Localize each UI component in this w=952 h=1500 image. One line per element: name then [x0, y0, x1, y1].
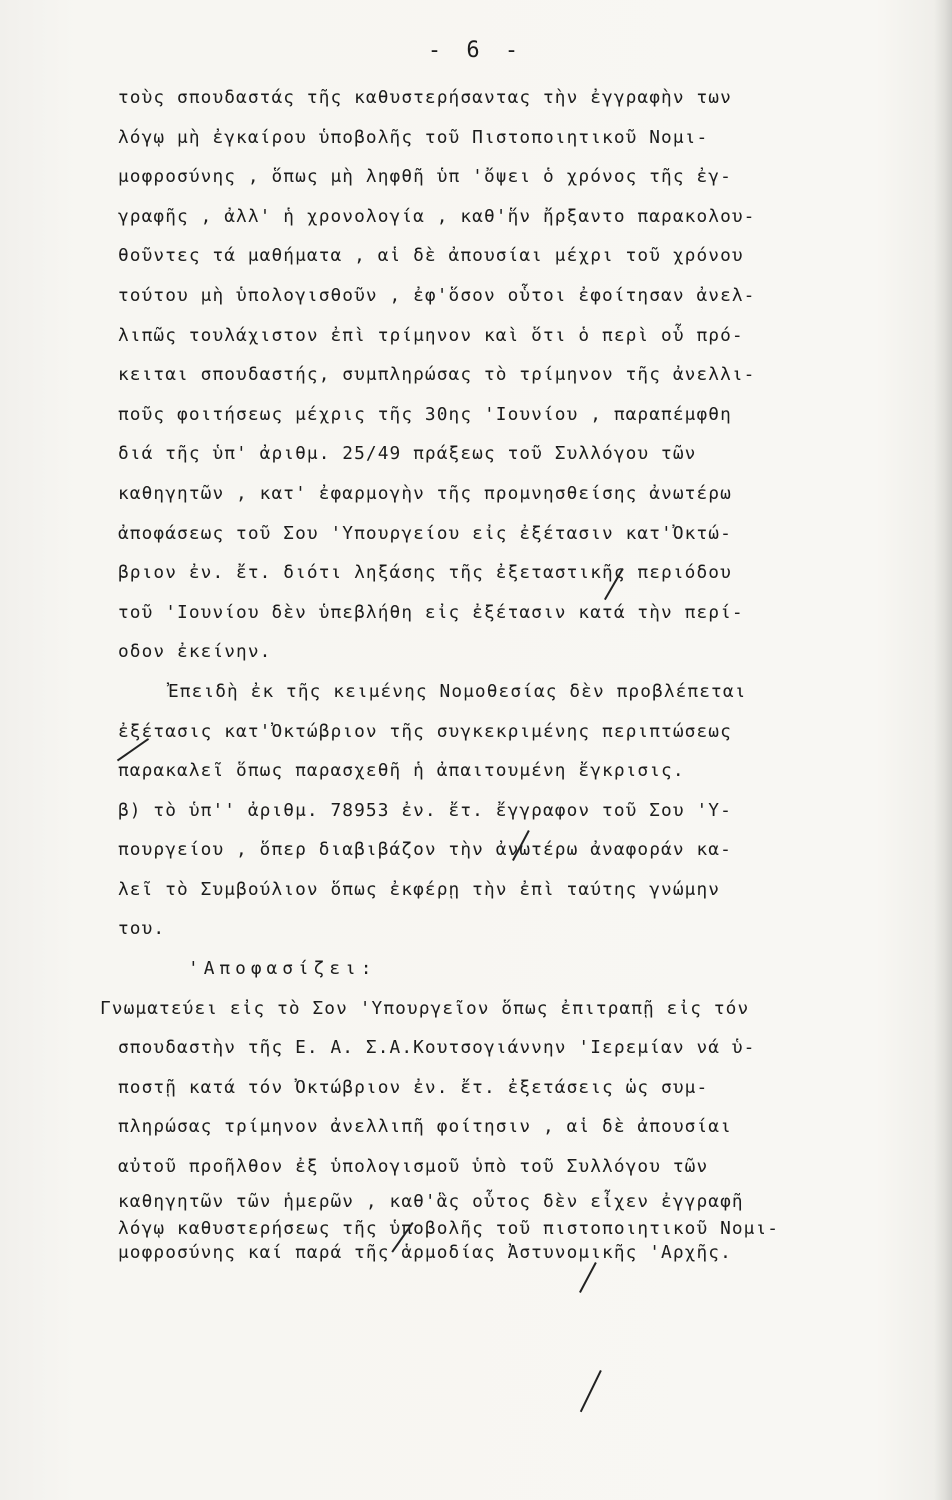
decision-line: καθηγητῶν τῶν ἡμερῶν , καθ'ἃς οὗτος δὲν εἶχεν ἐγγραφῆ: [118, 1190, 744, 1212]
final-line: λόγῳ καθυστερήσεως τῆς ὑποβολῆς τοῦ πιστοποιητικοῦ Νομι-: [118, 1217, 780, 1239]
text-line: του.: [118, 918, 166, 940]
text-line: ἐξέτασις κατ'Ὀκτώβριον τῆς συγκεκριμένης περιπτώσεως: [118, 720, 732, 742]
text-line: οδον ἐκείνην.: [118, 641, 272, 663]
text-line: ποῦς φοιτήσεως μέχρις τῆς 30ης 'Ιουνίου , παραπέμφθη: [118, 403, 732, 425]
page-edge-shadow: [934, 0, 952, 1500]
text-line: καθηγητῶν , κατ' ἐφαρμογὴν τῆς προμνησθείσης ἀνωτέρω: [118, 482, 732, 504]
text-line: λόγῳ μὴ ἐγκαίρου ὑποβολῆς τοῦ Πιστοποιητικοῦ Νομι-: [118, 126, 709, 148]
text-line: τοὺς σπουδαστάς τῆς καθυστερήσαντας τὴν ἐγγραφὴν των: [118, 87, 732, 108]
document-body: [100, 78, 918, 1265]
text-line: ἀποφάσεως τοῦ Σου 'Υπουργείου εἰς ἐξέτασιν κατ'Ὀκτώ-: [118, 522, 732, 544]
text-line: θοῦντες τά μαθήματα , αἱ δὲ ἀπουσίαι μέχρι τοῦ χρόνου: [118, 245, 744, 267]
text-line: διά τῆς ὑπ' ἀριθμ. 25/49 πράξεως τοῦ Συλλόγου τῶν: [118, 443, 697, 465]
handwritten-slash-mark: [579, 1262, 597, 1293]
handwritten-slash-mark: [580, 1370, 602, 1412]
text-line: τούτου μὴ ὑπολογισθοῦν , ἐφ'ὅσον οὗτοι ἐφοίτησαν ἀνελ-: [118, 284, 756, 306]
text-line: κειται σπουδαστής, συμπληρώσας τὸ τρίμηνον τῆς ἀνελλι-: [118, 364, 756, 386]
text-line: βριον ἐν. ἔτ. διότι ληξάσης τῆς ἐξεταστικῆς περιόδου: [118, 562, 732, 584]
text-line: Ἐπειδὴ ἐκ τῆς κειμένης Νομοθεσίας δὲν προβλέπεται: [168, 680, 747, 702]
decision-line: αὐτοῦ προῆλθον ἐξ ὑπολογισμοῦ ὑπὸ τοῦ Συλλόγου τῶν: [118, 1156, 709, 1178]
page-number: - 6 -: [427, 38, 525, 63]
decision-heading: 'Αποφασίζει:: [188, 958, 377, 980]
text-line: πουργείου , ὅπερ διαβιβάζον τὴν ἀνωτέρω ἀναφοράν κα-: [118, 839, 732, 861]
text-line: γραφῆς , ἀλλ' ἡ χρονολογία , καθ'ἥν ἤρξαντο παρακολου-: [118, 205, 756, 227]
final-line: μοφροσύνης καί παρά τῆς ἁρμοδίας Ἀστυνομικῆς 'Αρχῆς.: [118, 1241, 732, 1263]
text-line: λεῖ τὸ Συμβούλιον ὅπως ἐκφέρῃ τὴν ἐπὶ ταύτης γνώμην: [118, 878, 721, 900]
text-line: παρακαλεῖ ὅπως παρασχεθῆ ἡ ἀπαιτουμένη ἔγκρισις.: [118, 760, 685, 782]
decision-line: πληρώσας τρίμηνον ἀνελλιπῆ φοίτησιν , αἱ δὲ ἀπουσίαι: [118, 1116, 732, 1138]
text-line: β) τὸ ὑπ'' ἀριθμ. 78953 ἐν. ἔτ. ἔγγραφον τοῦ Σου 'Υ-: [118, 799, 732, 821]
text-line: λιπῶς τουλάχιστον ἐπὶ τρίμηνον καὶ ὅτι ὁ περὶ οὗ πρό-: [118, 324, 744, 346]
decision-line: Γνωματεύει εἰς τὸ Σον 'Υπουργεῖον ὅπως ἐπιτραπῇ εἰς τόν: [100, 997, 750, 1019]
text-line: τοῦ 'Ιουνίου δὲν ὑπεβλήθη εἰς ἐξέτασιν κατά τὴν περί-: [118, 601, 744, 623]
decision-line: σπουδαστὴν τῆς Ε. Α. Σ.Α.Κουτσογιάννην 'Ιερεμίαν νά ὑ-: [118, 1037, 756, 1059]
text-line: μοφροσύνης , ὅπως μὴ ληφθῆ ὑπ 'ὄψει ὁ χρόνος τῆς ἐγ-: [118, 166, 732, 188]
decision-line: ποστῇ κατά τόν Ὀκτώβριον ἐν. ἔτ. ἐξετάσεις ὡς συμ-: [118, 1076, 709, 1098]
